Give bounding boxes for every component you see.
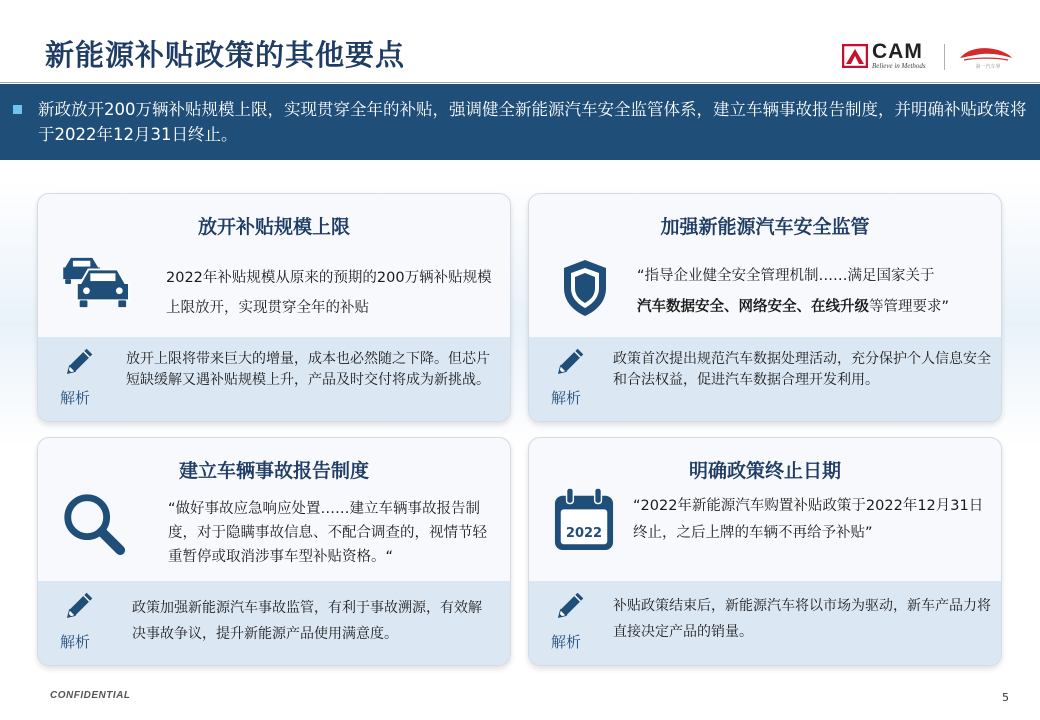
card-safety-supervision — [528, 193, 1002, 422]
analysis-box — [38, 581, 510, 665]
card-body: “2022年新能源汽车购置补贴政策于2022年12月31日终止，之后上牌的车辆不再给予补贴” — [633, 498, 984, 541]
logo-tagline: Believe in Methods — [872, 62, 926, 70]
analysis-label: 解析 — [60, 633, 91, 651]
card-body-line2 — [637, 292, 992, 323]
card-subsidy-cap — [37, 193, 511, 422]
logo-text: CAM — [872, 40, 923, 63]
logo-separator — [944, 44, 945, 70]
page-title: 新能源补贴政策的其他要点 — [45, 38, 406, 72]
cars-icon — [60, 254, 140, 312]
card-title: 加强新能源汽车安全监管 — [660, 216, 870, 238]
analysis-label: 解析 — [551, 389, 582, 407]
confidential-label: CONFIDENTIAL — [50, 690, 131, 701]
card-body: “做好事故应急响应处置……建立车辆事故报告制度，对于隐瞒事故信息、不配合调查的，视情节轻重暂停或取消涉事车型补贴资格。“ — [168, 501, 487, 565]
banner-text: 新政放开200万辆补贴规模上限，实现贯穿全年的补贴，强调健全新能源汽车安全监管体系，建立车辆事故报告制度，并明确补贴政策将于2022年12月31日终止。 — [38, 100, 1027, 144]
card-title: 明确政策终止日期 — [688, 460, 841, 482]
analysis-box — [529, 337, 1001, 421]
pencil-icon — [60, 343, 98, 381]
card-body-emphasis: 汽车数据安全、网络安全、在线升级 — [637, 299, 869, 315]
card-body-tail: 等管理要求” — [869, 299, 950, 315]
analysis-box — [529, 581, 1001, 665]
bullet-square-icon — [13, 105, 22, 114]
page-number: 5 — [1002, 691, 1009, 704]
magnifier-icon — [60, 490, 128, 558]
cam-logo-mark-icon — [842, 44, 868, 68]
analysis-text: 政策首次提出规范汽车数据处理活动，充分保护个人信息安全和合法权益，促进汽车数据合理开发利用。 — [613, 351, 991, 388]
analysis-label: 解析 — [60, 389, 91, 407]
analysis-text: 补贴政策结束后，新能源汽车将以市场为驱动，新车产品力将直接决定产品的销量。 — [613, 598, 991, 640]
card-policy-end-date — [528, 437, 1002, 666]
card-title: 建立车辆事故报告制度 — [178, 460, 369, 482]
title-divider — [0, 82, 1040, 83]
card-body: 2022年补贴规模从原来的预期的200万辆补贴规模上限放开，实现贯穿全年的补贴 — [166, 270, 492, 316]
pencil-icon — [551, 587, 589, 625]
calendar-icon — [553, 486, 615, 554]
pencil-icon — [551, 343, 589, 381]
card-title: 放开补贴规模上限 — [197, 216, 350, 238]
partner-logo-text: 第一汽车界 — [975, 64, 1001, 70]
calendar-year: 2022 — [565, 526, 603, 541]
shield-icon — [559, 258, 611, 318]
analysis-text: 政策加强新能源汽车事故监管，有利于事故溯源，有效解决事故争议，提升新能源产品使用满意度。 — [132, 600, 482, 642]
card-body — [637, 261, 992, 323]
analysis-label: 解析 — [551, 633, 582, 651]
card-accident-report — [37, 437, 511, 666]
pencil-icon — [60, 587, 98, 625]
analysis-text: 放开上限将带来巨大的增量，成本也必然随之下降。但芯片短缺缓解又遇补贴规模上升，产品及时交付将成为新挑战。 — [126, 351, 490, 388]
summary-banner — [0, 84, 1040, 160]
card-body-line1: “指导企业健全安全管理机制……满足国家关于 — [637, 268, 935, 284]
analysis-box — [38, 337, 510, 421]
